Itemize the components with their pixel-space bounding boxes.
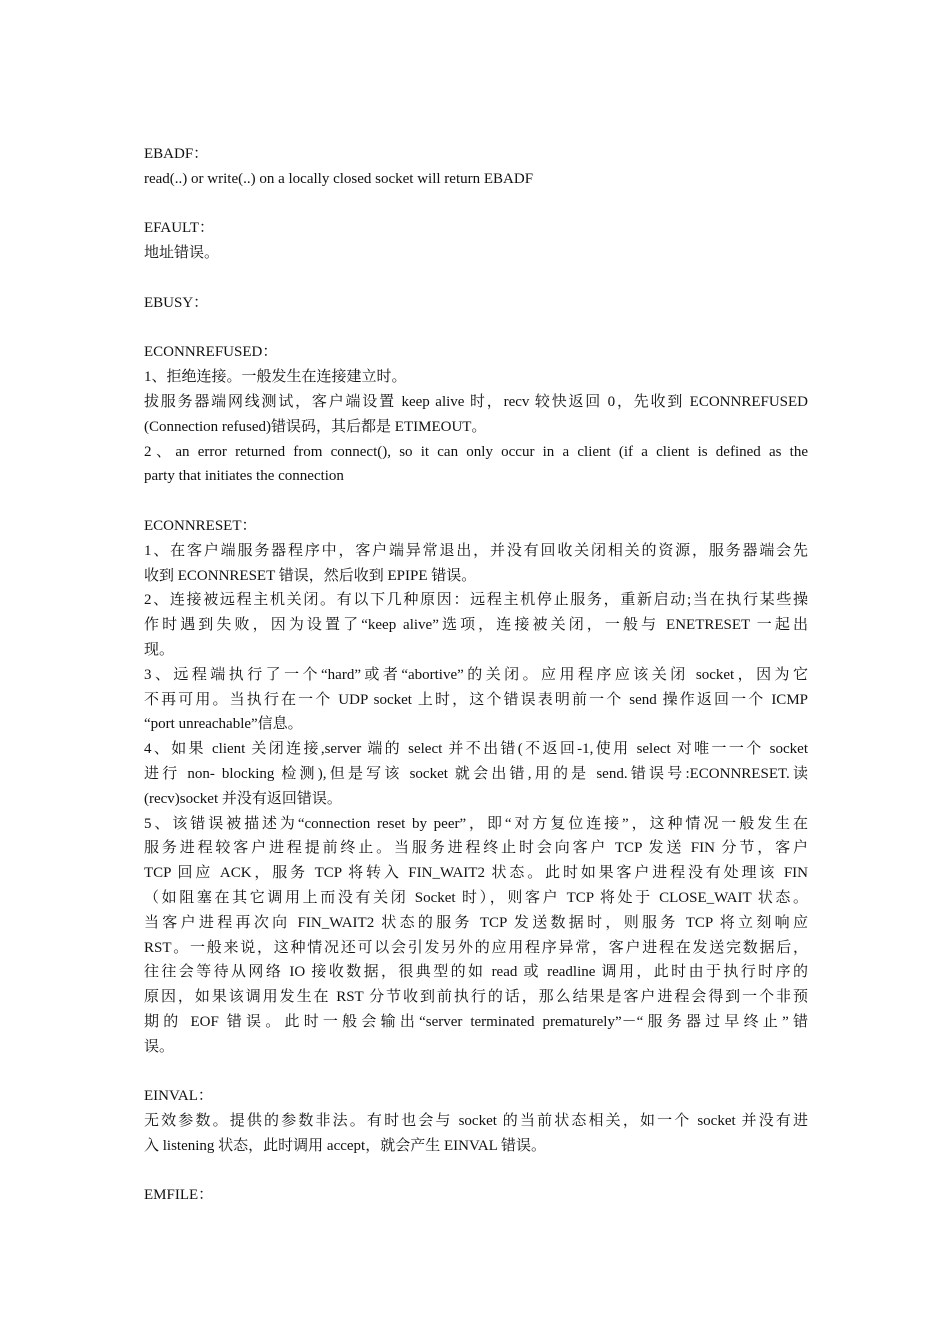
paragraph-line: 2、an error returned from connect(), so it can only occur in a client (if a client is defined as the (144, 443, 808, 460)
error-section (144, 340, 808, 489)
error-code-heading: EFAULT： (144, 220, 215, 237)
paragraph-line: 入 listening 状态，此时调用 accept，就会产生 EINVAL 错误。 (144, 1137, 547, 1154)
paragraph-line: party that initiates the connection (144, 468, 344, 485)
paragraph-line: 2、连接被远程主机关闭。有以下几种原因：远程主机停止服务，重新启动;当在执行某些操 (144, 592, 808, 609)
paragraph-line: 服务进程较客户进程提前终止。当服务进程终止时会向客户 TCP 发送 FIN 分节，客户 (144, 840, 808, 857)
error-code-heading: EMFILE： (144, 1187, 214, 1204)
paragraph-line: 期的 EOF 错误。此时一般会输出“server terminated prematurely”－“服务器过早终止”错 (144, 1013, 808, 1030)
paragraph-line: read(..) or write(..) on a locally closed socket will return EBADF (144, 170, 534, 187)
paragraph-line: “port unreachable”信息。 (144, 716, 303, 733)
paragraph-line: 原因，如果该调用发生在 RST 分节收到前执行的话，那么结果是客户进程会得到一个非预 (144, 989, 808, 1006)
paragraph-line: 地址错误。 (144, 245, 220, 262)
error-code-heading: ECONNRESET： (144, 517, 257, 534)
paragraph-line: (Connection refused)错误码，其后都是 ETIMEOUT。 (144, 418, 487, 435)
error-section (144, 216, 808, 266)
paragraph-line: 收到 ECONNRESET 错误，然后收到 EPIPE 错误。 (144, 567, 477, 584)
document-body (144, 142, 808, 1208)
paragraph-line: 3、远程端执行了一个“hard”或者“abortive”的关闭。应用程序应该关闭 socket，因为它 (144, 666, 808, 683)
paragraph-line: 1、在客户端服务器程序中，客户端异常退出，并没有回收关闭相关的资源，服务器端会先 (144, 542, 808, 559)
error-code-heading: ECONNREFUSED： (144, 344, 278, 361)
paragraph-line: 往往会等待从网络 IO 接收数据，很典型的如 read 或 readline 调用，此时由于执行时序的 (144, 964, 808, 981)
paragraph-line: 作时遇到失败，因为设置了“keep alive”选项，连接被关闭，一般与 ENETRESET 一起出 (144, 617, 808, 634)
error-section (144, 291, 808, 316)
paragraph-line: 现。 (144, 641, 175, 658)
error-section (144, 142, 808, 192)
paragraph-line: 无效参数。提供的参数非法。有时也会与 socket 的当前状态相关，如一个 socket 并没有进 (144, 1113, 808, 1130)
paragraph-line: （如阻塞在其它调用上而没有关闭 Socket 时），则客户 TCP 将处于 CLOSE_WAIT 状态。 (144, 889, 808, 906)
paragraph-line: 进行 non- blocking 检测),但是写该 socket 就会出错,用的是 send.错误号:ECONNRESET.读 (144, 765, 808, 782)
paragraph-line: (recv)socket 并没有返回错误。 (144, 790, 342, 807)
error-section (144, 514, 808, 1060)
error-code-heading: EBUSY： (144, 294, 209, 311)
paragraph-line: 1、拒绝连接。一般发生在连接建立时。 (144, 369, 407, 386)
paragraph-line: 5、该错误被描述为“connection reset by peer”，即“对方复位连接”，这种情况一般发生在 (144, 815, 808, 832)
paragraph-line: 当客户进程再次向 FIN_WAIT2 状态的服务 TCP 发送数据时，则服务 TCP 将立刻响应 (144, 914, 808, 931)
error-code-heading: EINVAL： (144, 1088, 213, 1105)
error-section (144, 1084, 808, 1158)
paragraph-line: 不再可用。当执行在一个 UDP socket 上时，这个错误表明前一个 send 操作返回一个 ICMP (144, 691, 808, 708)
paragraph-line: TCP 回应 ACK，服务 TCP 将转入 FIN_WAIT2 状态。此时如果客户进程没有处理该 FIN (144, 865, 808, 882)
paragraph-line: 4、如果 client 关闭连接,server 端的 select 并不出错(不返回-1,使用 select 对唯一一个 socket (144, 741, 808, 758)
paragraph-line: RST。一般来说，这种情况还可以会引发另外的应用程序异常，客户进程在发送完数据后， (144, 939, 808, 956)
paragraph-line: 误。 (144, 1038, 175, 1055)
paragraph-line: 拔服务器端网线测试，客户端设置 keep alive 时，recv 较快返回 0，先收到 ECONNREFUSED (144, 393, 808, 410)
error-section (144, 1183, 808, 1208)
error-code-heading: EBADF： (144, 146, 209, 162)
